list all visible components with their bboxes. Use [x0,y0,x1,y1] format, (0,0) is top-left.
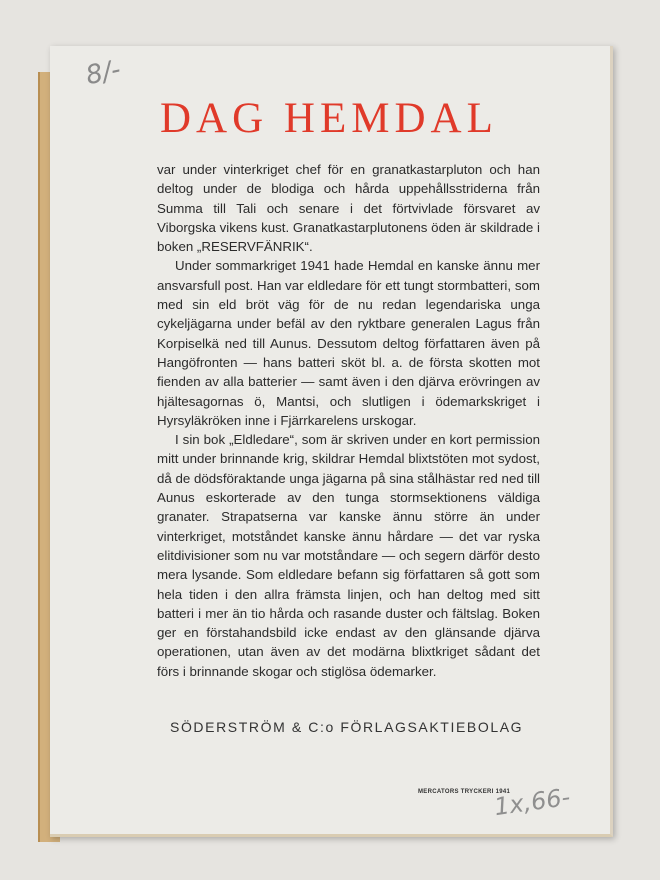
pencil-bottom-note: 1x,66- [492,782,572,822]
pencil-price-note: 8/- [83,54,124,92]
blurb-paragraph-2: Under sommarkriget 1941 hade Hemdal en kanske ännu mer ansvarsfull post. Han var eldledare för ett tungt stormbatteri, som med sin eld bröt väg för de nu redan legendariska unga cykeljägarna under befäl av den ryktbare generalen Lagus från Korpiselkä ned till Aunus. Dessutom deltog författaren även på Hangöfronten — hans batteri sköt bl. a. de första skotten mot fienden av alla batterier — samt även i den djärva erövringen av hjältesagornas ö, Mantsi, och slutligen i ödemarkskriget i Hyrsyläkröken inne i Fjärrkarelens urskogar. [157,258,540,428]
blurb-text [157,160,540,681]
blurb-paragraph-1: var under vinterkriget chef för en granatkastarpluton och han deltog under de blodiga och hårda uppehållsstriderna från Summa till Tali och senare i det förtvivlade försvaret av Viborgska vikens kust. Granatkastarplutonens öden är skildrade i boken „RESERVFÄNRIK“. [157,162,540,255]
blurb-paragraph-3: I sin bok „Eldledare“, som är skriven under en kort permission mitt under brinnande krig, skildrar Hemdal blixtstöten mot sydost, då de dödsföraktande unga jägarna på sina stålhästar red ned till Aunus eskorterade av den tunga stormsektionens väldiga granater. Strapatserna var kanske ännu större än under vinterkriget, motståndet kanske ännu hårdare — det var ryska elitdivisioner som nu var motståndare — och segern därför desto mera lysande. Som eldledare befann sig författaren så gott som hela tiden i den allra främsta linjen, och han deltog med sitt batteri i mer än tio hårda och rasande duster och fältslag. Boken ger en förstahandsbild icke endast av den glänsande djärva operationen, utan även av det modärna blixtkriget sådant det förs i brinnande skogar och stiglösa ödemarker. [157,432,540,679]
publisher-name: SÖDERSTRÖM & C:o FÖRLAGSAKTIEBOLAG [170,719,524,735]
printer-imprint: MERCATORS TRYCKERI 1941 [418,789,511,795]
author-title: DAG HEMDAL [160,95,498,142]
